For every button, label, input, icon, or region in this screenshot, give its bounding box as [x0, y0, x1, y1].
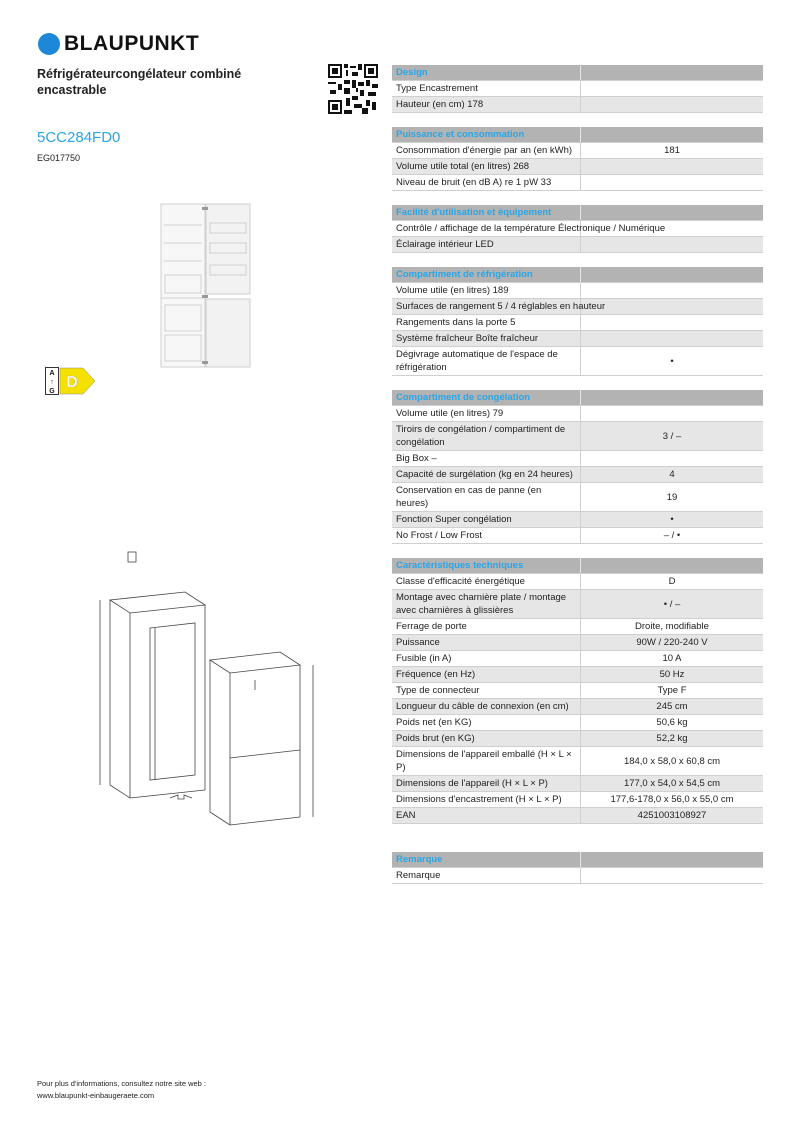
- spec-row: [392, 483, 763, 512]
- spec-row: [392, 776, 763, 792]
- spec-section-header: [392, 267, 763, 283]
- spec-row: [392, 731, 763, 747]
- footer-info-text: Pour plus d'informations, consultez notre site web :: [37, 1079, 207, 1088]
- spec-value: 245 cm: [656, 701, 688, 712]
- spec-value: 50,6 kg: [656, 717, 688, 728]
- spec-value: [581, 406, 763, 421]
- spec-section: [392, 205, 763, 253]
- spec-value: [581, 451, 763, 466]
- spec-key: Hauteur (en cm) 178: [392, 97, 581, 112]
- spec-row: [392, 406, 763, 422]
- brand-name: BLAUPUNKT: [64, 32, 200, 55]
- spec-key: Capacité de surgélation (kg en 24 heures): [392, 467, 581, 482]
- spec-section: [392, 65, 763, 113]
- spec-key: Fusible (in A): [392, 651, 581, 666]
- spec-key: Système fraîcheur Boîte fraîcheur: [392, 331, 581, 346]
- spec-section-header: [392, 65, 763, 81]
- spec-value: 90W / 220-240 V: [636, 637, 708, 648]
- spec-value: [581, 331, 763, 346]
- spec-row: [392, 715, 763, 731]
- spec-key: No Frost / Low Frost: [392, 528, 581, 543]
- spec-section-title: Remarque: [392, 852, 581, 867]
- spec-value: •: [670, 355, 674, 367]
- spec-key: Ferrage de porte: [392, 619, 581, 634]
- spec-row: [392, 347, 763, 376]
- spec-value: 3 / –: [662, 430, 682, 442]
- spec-key: Type Encastrement: [392, 81, 581, 96]
- spec-section: [392, 390, 763, 544]
- spec-section-title: Compartiment de congélation: [392, 390, 581, 405]
- spec-key: Dégivrage automatique de l'espace de réfrigération: [392, 347, 581, 375]
- spec-section-header: [392, 558, 763, 574]
- article-code: EG017750: [37, 153, 81, 163]
- spec-section-title: Facilité d'utilisation et équipement: [392, 205, 581, 220]
- spec-section-header: [392, 127, 763, 143]
- spec-section-header: [392, 852, 763, 868]
- spec-row: [392, 574, 763, 590]
- spec-value: [581, 283, 763, 298]
- svg-text:↑: ↑: [50, 379, 54, 386]
- spec-value: [581, 175, 763, 190]
- spec-value: 177,6-178,0 x 56,0 x 55,0 cm: [610, 794, 734, 805]
- spec-value: • / –: [663, 598, 681, 610]
- spec-section-title: Compartiment de réfrigération: [392, 267, 581, 282]
- spec-key: Rangements dans la porte 5: [392, 315, 581, 330]
- spec-row: [392, 868, 763, 884]
- spec-key: Dimensions d'encastrement (H × L × P): [392, 792, 581, 807]
- spec-section-title: Puissance et consommation: [392, 127, 581, 142]
- spec-row: [392, 512, 763, 528]
- spec-key: Big Box –: [392, 451, 581, 466]
- spec-value: Type F: [657, 685, 687, 696]
- spec-row: [392, 315, 763, 331]
- spec-row: [392, 97, 763, 113]
- spec-row: [392, 747, 763, 776]
- spec-row: [392, 635, 763, 651]
- spec-key: Consommation d'énergie par an (en kWh): [392, 143, 581, 158]
- spec-section: [392, 127, 763, 191]
- spec-key: Dimensions de l'appareil (H × L × P): [392, 776, 581, 791]
- spec-key: Éclairage intérieur LED: [392, 237, 581, 252]
- qr-code-icon: [328, 64, 378, 114]
- spec-row: [392, 619, 763, 635]
- spec-key: Classe d'efficacité énergétique: [392, 574, 581, 589]
- spec-section-title: Caractéristiques techniques: [392, 558, 581, 573]
- spec-key: Fréquence (en Hz): [392, 667, 581, 682]
- spec-key: Longueur du câble de connexion (en cm): [392, 699, 581, 714]
- spec-value: 181: [664, 145, 680, 156]
- product-title: Réfrigérateurcongélateur combiné encastrable: [37, 67, 242, 97]
- spec-value: – / •: [663, 530, 681, 541]
- spec-key: Tiroirs de congélation / compartiment de congélation: [392, 422, 581, 450]
- spec-key: EAN: [392, 808, 581, 823]
- spec-value: [581, 81, 763, 96]
- spec-row: [392, 81, 763, 97]
- spec-row: [392, 221, 763, 237]
- spec-value: [581, 299, 763, 314]
- brand-logo: [38, 32, 199, 56]
- spec-key: Volume utile (en litres) 189: [392, 283, 581, 298]
- spec-row: [392, 683, 763, 699]
- spec-row: [392, 651, 763, 667]
- spec-value: •: [670, 514, 674, 525]
- spec-row: [392, 237, 763, 253]
- spec-section-header: [392, 205, 763, 221]
- model-number: 5CC284FD0: [37, 129, 121, 146]
- footer: [37, 1078, 206, 1102]
- spec-key: Poids brut (en KG): [392, 731, 581, 746]
- spec-key: Conservation en cas de panne (en heures): [392, 483, 581, 511]
- spec-key: Fonction Super congélation: [392, 512, 581, 527]
- spec-value: [581, 868, 763, 883]
- spec-row: [392, 175, 763, 191]
- spec-value: 19: [666, 491, 678, 503]
- spec-section-title: Design: [392, 65, 581, 80]
- spec-row: [392, 299, 763, 315]
- spec-row: [392, 422, 763, 451]
- spec-key: Volume utile (en litres) 79: [392, 406, 581, 421]
- logo-dot-icon: [38, 33, 60, 55]
- spec-value: 177,0 x 54,0 x 54,5 cm: [623, 778, 721, 789]
- spec-key: Volume utile total (en litres) 268: [392, 159, 581, 174]
- spec-key: Poids net (en KG): [392, 715, 581, 730]
- spec-section: [392, 852, 763, 884]
- spec-row: [392, 528, 763, 544]
- spec-value: [581, 97, 763, 112]
- spec-row: [392, 467, 763, 483]
- fridge-photo: [160, 203, 252, 368]
- spec-row: [392, 590, 763, 619]
- spec-value: [581, 159, 763, 174]
- energy-scale-top: A: [49, 370, 55, 377]
- spec-value: 184,0 x 58,0 x 60,8 cm: [623, 755, 721, 767]
- spec-value: 4: [669, 469, 675, 480]
- spec-row: [392, 331, 763, 347]
- spec-row: [392, 667, 763, 683]
- spec-row: [392, 283, 763, 299]
- spec-section-header: [392, 390, 763, 406]
- spec-value: Droite, modifiable: [635, 621, 709, 632]
- spec-row: [392, 808, 763, 824]
- spec-section: [392, 267, 763, 376]
- spec-value: 52,2 kg: [656, 733, 688, 744]
- spec-key: Niveau de bruit (en dB A) re 1 pW 33: [392, 175, 581, 190]
- spec-row: [392, 159, 763, 175]
- spec-key: Contrôle / affichage de la température Électronique / Numérique: [392, 221, 581, 236]
- spec-key: Type de connecteur: [392, 683, 581, 698]
- spec-key: Dimensions de l'appareil emballé (H × L × P): [392, 747, 581, 775]
- spec-key: Surfaces de rangement 5 / 4 réglables en hauteur: [392, 299, 581, 314]
- spec-value: D: [668, 576, 676, 587]
- spec-value: 4251003108927: [637, 810, 707, 821]
- spec-row: [392, 699, 763, 715]
- spec-key: Puissance: [392, 635, 581, 650]
- spec-row: [392, 143, 763, 159]
- spec-section: [392, 558, 763, 824]
- spec-value: 50 Hz: [659, 669, 685, 680]
- energy-class: D: [66, 374, 78, 391]
- specifications-table: [392, 65, 763, 898]
- spec-value: 10 A: [662, 653, 682, 664]
- spec-row: [392, 792, 763, 808]
- spec-row: [392, 451, 763, 467]
- dimensions-drawing: [95, 550, 335, 840]
- spec-value: [581, 237, 763, 252]
- energy-label-icon: [45, 367, 97, 395]
- footer-website-link[interactable]: www.blaupunkt-einbaugeraete.com: [37, 1091, 155, 1100]
- energy-scale-bottom: G: [49, 388, 55, 395]
- spec-value: [581, 315, 763, 330]
- spec-key: Montage avec charnière plate / montage avec charnières à glissières: [392, 590, 581, 618]
- spec-key: Remarque: [392, 868, 581, 883]
